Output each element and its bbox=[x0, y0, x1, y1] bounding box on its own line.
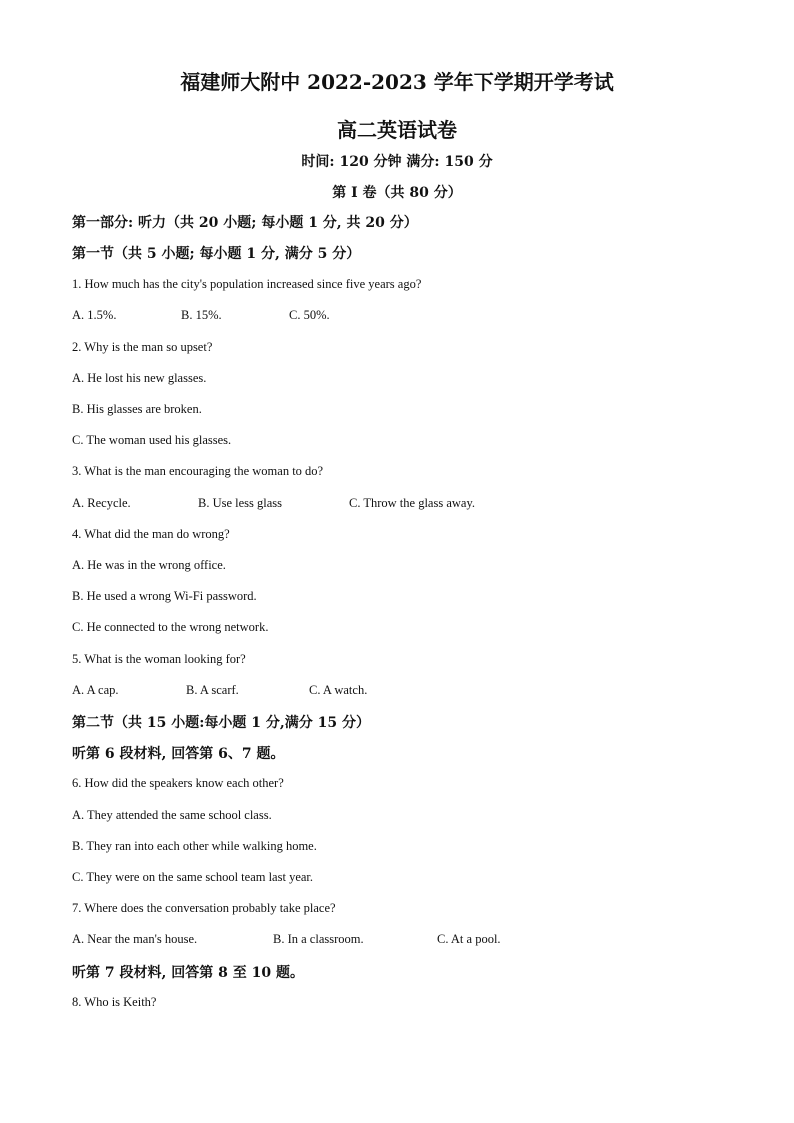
question-4-option-a: A. He was in the wrong office. bbox=[72, 558, 226, 572]
question-5-stem: 5. What is the woman looking for? bbox=[72, 652, 246, 666]
question-4-stem: 4. What did the man do wrong? bbox=[72, 527, 230, 541]
section2-heading: 第二节（共 15 小题:每小题 1 分,满分 15 分） bbox=[72, 715, 370, 731]
question-2-option-c: C. The woman used his glasses. bbox=[72, 433, 232, 447]
section1-heading: 第一节（共 5 小题; 每小题 1 分, 满分 5 分） bbox=[72, 246, 361, 262]
question-2-stem: 2. Why is the man so upset? bbox=[72, 340, 213, 354]
question-6-option-a: A. They attended the same school class. bbox=[72, 808, 272, 822]
volume-heading: 第 I 卷（共 80 分） bbox=[332, 185, 462, 201]
question-4-option-b: B. He used a wrong Wi-Fi password. bbox=[72, 589, 257, 603]
question-5-option-a: A. A cap. bbox=[72, 683, 119, 697]
question-2-option-b: B. His glasses are broken. bbox=[72, 402, 202, 416]
question-6-option-b: B. They ran into each other while walking home. bbox=[72, 839, 317, 853]
material-6-instruction: 听第 6 段材料, 回答第 6、7 题。 bbox=[72, 746, 285, 762]
question-7-option-a: A. Near the man's house. bbox=[72, 932, 198, 946]
question-1-option-a: A. 1.5%. bbox=[72, 308, 117, 322]
material-7-instruction: 听第 7 段材料, 回答第 8 至 10 题。 bbox=[72, 965, 304, 981]
exam-title: 福建师大附中 2022-2023 学年下学期开学考试 bbox=[180, 70, 614, 94]
question-3-option-a: A. Recycle. bbox=[72, 496, 131, 510]
question-6-stem: 6. How did the speakers know each other? bbox=[72, 776, 284, 790]
question-1-stem: 1. How much has the city's population increased since five years ago? bbox=[72, 277, 422, 291]
exam-subtitle: 高二英语试卷 bbox=[337, 118, 457, 142]
question-1-option-b: B. 15%. bbox=[181, 308, 222, 322]
question-3-stem: 3. What is the man encouraging the woman to do? bbox=[72, 464, 324, 478]
time-info: 时间: 120 分钟 满分: 150 分 bbox=[301, 154, 493, 170]
question-7-option-b: B. In a classroom. bbox=[273, 932, 364, 946]
question-3-option-c: C. Throw the glass away. bbox=[349, 496, 476, 510]
question-5-option-b: B. A scarf. bbox=[186, 683, 239, 697]
question-7-stem: 7. Where does the conversation probably take place? bbox=[72, 901, 336, 915]
question-2-option-a: A. He lost his new glasses. bbox=[72, 371, 207, 385]
question-8-stem: 8. Who is Keith? bbox=[72, 995, 157, 1009]
question-6-option-c: C. They were on the same school team last year. bbox=[72, 870, 314, 884]
question-4-option-c: C. He connected to the wrong network. bbox=[72, 620, 269, 634]
question-3-option-b: B. Use less glass bbox=[198, 496, 283, 510]
question-1-option-c: C. 50%. bbox=[289, 308, 330, 322]
part1-heading: 第一部分: 听力（共 20 小题; 每小题 1 分, 共 20 分） bbox=[72, 215, 418, 231]
question-7-option-c: C. At a pool. bbox=[437, 932, 501, 946]
question-5-option-c: C. A watch. bbox=[309, 683, 368, 697]
